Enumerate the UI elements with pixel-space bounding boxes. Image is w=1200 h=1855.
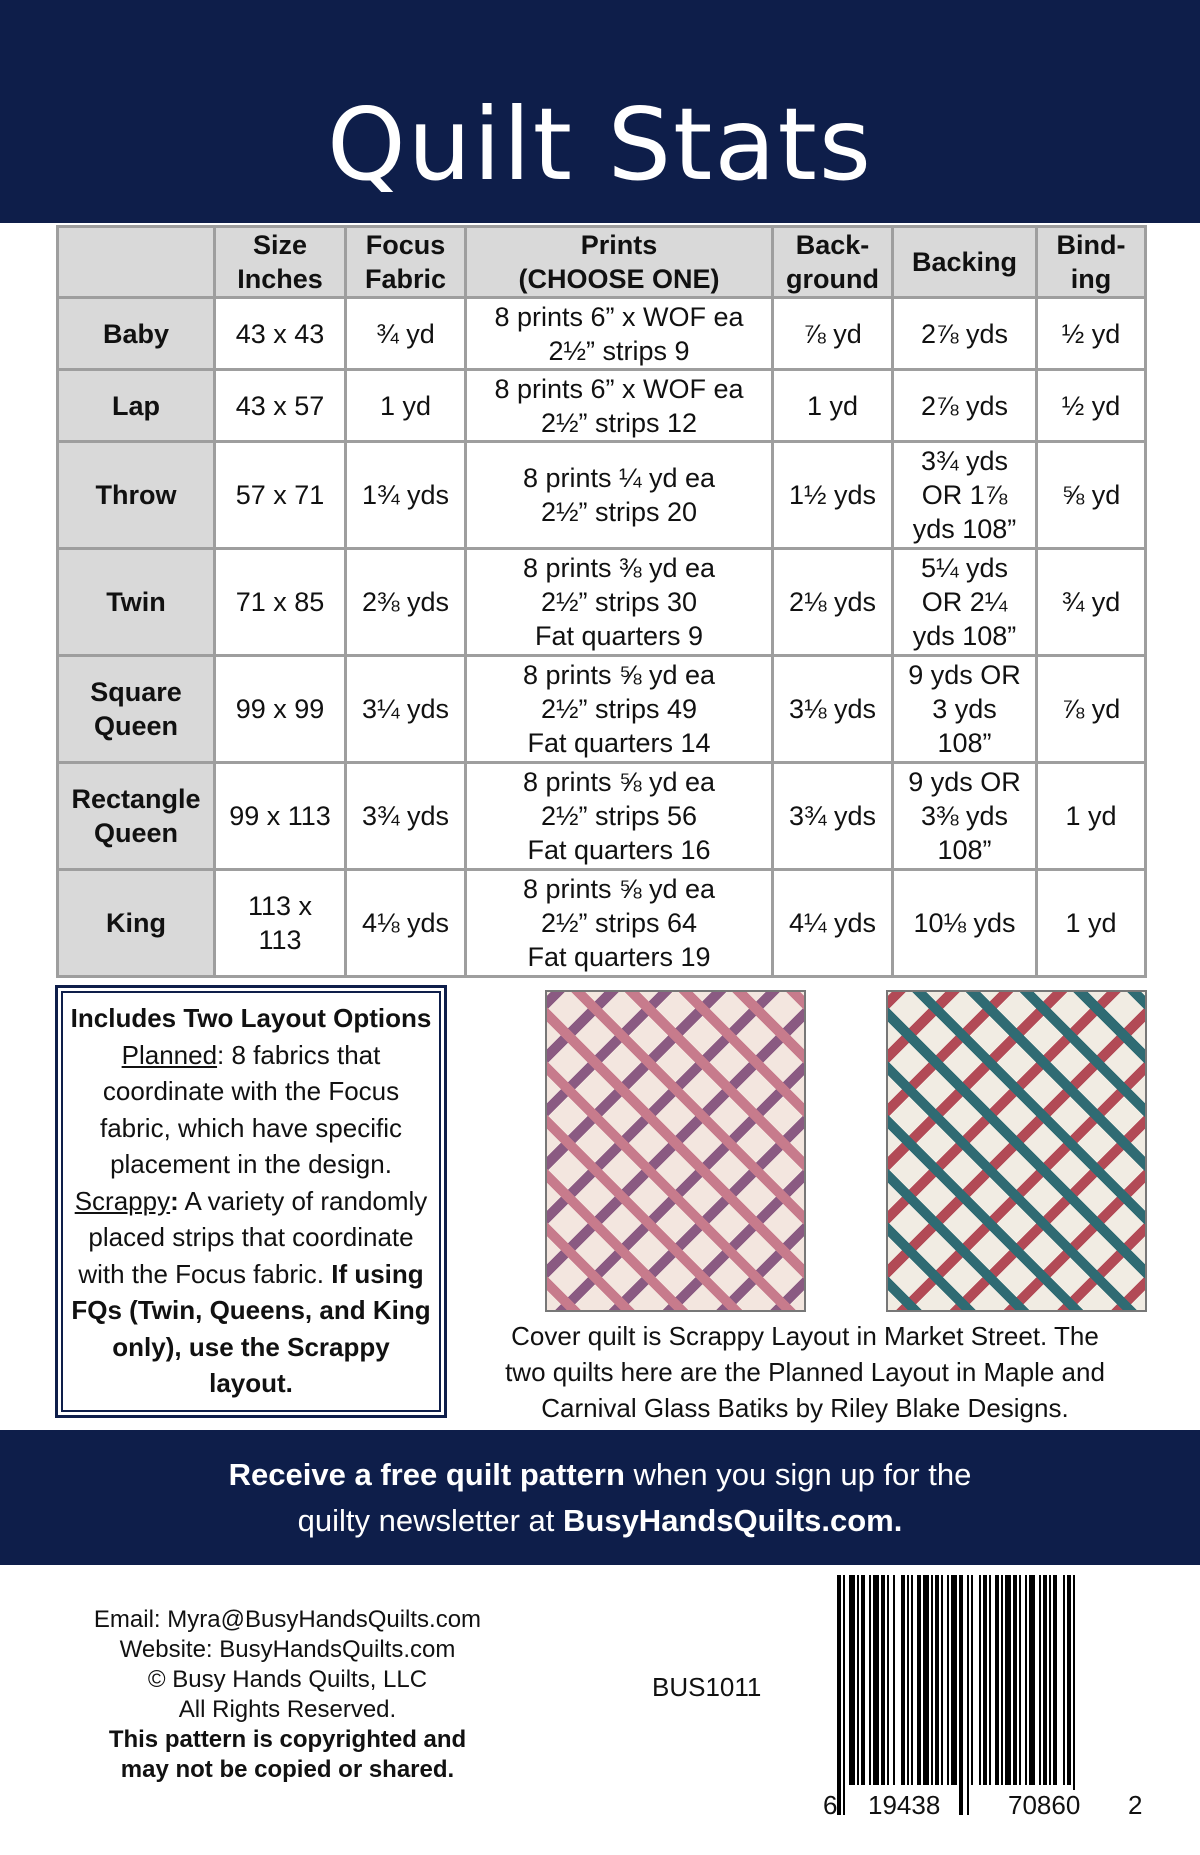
- cell-line: 2½” strips 56: [540, 801, 698, 831]
- cell-size: [215, 370, 346, 442]
- cell-line: 108”: [937, 728, 992, 758]
- cell-prints: [466, 656, 773, 763]
- cell-backing: [893, 370, 1037, 442]
- cell-size: [215, 656, 346, 763]
- cell-backing: [893, 656, 1037, 763]
- cell-backing: [893, 763, 1037, 870]
- barcode-bar: [907, 1575, 909, 1785]
- cell-line: 8 prints ¼ yd ea: [522, 463, 716, 493]
- barcode-bar: [1019, 1575, 1021, 1785]
- cell-line: 2⅞ yds: [920, 318, 1009, 349]
- cell-line: 113: [258, 925, 302, 955]
- barcode-bar: [849, 1575, 855, 1785]
- cell-line: 2½” strips 20: [540, 497, 698, 527]
- cell-binding: ⅝ yd: [1037, 442, 1146, 549]
- cell-focus: ¾ yd: [346, 298, 466, 370]
- cell-size: [215, 298, 346, 370]
- cell-prints: [466, 763, 773, 870]
- header-line: Bind-: [1056, 230, 1126, 260]
- cell-background: 2⅛ yds: [773, 549, 893, 656]
- row-label-line: King: [106, 908, 166, 938]
- barcode-bar: [857, 1575, 859, 1785]
- cell-binding: 1 yd: [1037, 763, 1146, 870]
- page-title: Quilt Stats: [327, 86, 873, 203]
- barcode-bar: [893, 1575, 895, 1785]
- cell-line: 9 yds OR: [908, 660, 1021, 690]
- cell-line: 8 prints ⅜ yd ea: [522, 553, 716, 583]
- cell-prints: [466, 870, 773, 977]
- cell-size: [215, 442, 346, 549]
- cell-line: yds 108”: [912, 621, 1017, 651]
- cell-line: 8 prints ⅝ yd ea: [522, 660, 716, 690]
- cell-line: 8 prints ⅝ yd ea: [522, 767, 716, 797]
- cell-binding: ½ yd: [1037, 298, 1146, 370]
- barcode-bar: [911, 1575, 913, 1785]
- barcode-bar: [1073, 1575, 1075, 1815]
- cell-line: 108”: [937, 835, 992, 865]
- cell-prints: [466, 549, 773, 656]
- barcode-bar: [947, 1575, 949, 1785]
- newsletter-link[interactable]: BusyHandsQuilts.com.: [563, 1503, 903, 1538]
- header-line: (CHOOSE ONE): [518, 264, 720, 294]
- cell-line: Fat quarters 14: [527, 728, 711, 758]
- row-label: [58, 298, 215, 370]
- table-row: [58, 763, 1146, 870]
- quilt-caption: [455, 1318, 1155, 1426]
- barcode-bar: [1001, 1575, 1003, 1785]
- cell-prints: [466, 370, 773, 442]
- banner-text: quilty newsletter at: [297, 1503, 563, 1538]
- barcode-bar: [1013, 1575, 1017, 1785]
- column-header: [466, 227, 773, 298]
- planned-text: : 8 fabrics that coordinate with the Focus fabric, which have specific placement in the design.: [99, 1039, 403, 1179]
- cell-line: 2½” strips 9: [548, 335, 690, 366]
- copyright-text: © Busy Hands Quilts, LLC: [147, 1666, 428, 1693]
- cell-size: [215, 549, 346, 656]
- cell-line: 9 yds OR: [908, 767, 1021, 797]
- barcode-bar: [869, 1575, 871, 1785]
- cell-binding: ¾ yd: [1037, 549, 1146, 656]
- cell-line: 3 yds: [932, 694, 997, 724]
- cell-line: 57 x 71: [235, 480, 325, 510]
- barcode-bar: [901, 1575, 905, 1785]
- header-line: Prints: [580, 230, 658, 260]
- barcode-bar: [1005, 1575, 1011, 1785]
- header-line: Back-: [795, 230, 870, 260]
- barcode-bar: [941, 1575, 943, 1785]
- rights-text: All Rights Reserved.: [178, 1696, 397, 1723]
- cell-line: OR 1⅞: [921, 480, 1008, 510]
- row-label: [58, 763, 215, 870]
- header-line: Inches: [237, 264, 323, 294]
- barcode-bar: [873, 1575, 879, 1785]
- table-row: [58, 656, 1146, 763]
- barcode-bar: [979, 1575, 981, 1785]
- barcode-bar: [983, 1575, 987, 1785]
- cell-focus: 1 yd: [346, 370, 466, 442]
- row-label-line: Square: [90, 677, 182, 707]
- cell-backing: [893, 870, 1037, 977]
- row-label: [58, 549, 215, 656]
- cell-background: 1 yd: [773, 370, 893, 442]
- barcode-bar: [923, 1575, 929, 1785]
- barcode-bar: [971, 1575, 973, 1785]
- cell-background: ⅞ yd: [773, 298, 893, 370]
- table-row: [58, 298, 1146, 370]
- barcode-digit: 6: [823, 1790, 838, 1820]
- barcode-bar: [917, 1575, 921, 1785]
- barcode-bar: [837, 1575, 841, 1815]
- copyright-notice: may not be copied or shared.: [120, 1756, 455, 1783]
- header-line: Backing: [911, 247, 1018, 277]
- row-label: [58, 656, 215, 763]
- row-label: [58, 870, 215, 977]
- email-text[interactable]: Email: Myra@BusyHandsQuilts.com: [93, 1606, 482, 1633]
- cell-line: 3¾ yds: [920, 446, 1009, 476]
- cell-binding: ½ yd: [1037, 370, 1146, 442]
- barcode-icon: [833, 1575, 1143, 1815]
- column-header: [346, 227, 466, 298]
- copyright-notice: This pattern is copyrighted and: [108, 1726, 467, 1753]
- cell-line: 2½” strips 49: [540, 694, 698, 724]
- cell-size: [215, 763, 346, 870]
- cell-line: 8 prints 6” x WOF ea: [494, 373, 744, 404]
- barcode-bar: [1025, 1575, 1027, 1785]
- cell-focus: 3¼ yds: [346, 656, 466, 763]
- carnival-glass-quilt-image: [886, 990, 1147, 1312]
- column-header: [215, 227, 346, 298]
- cell-background: 3¾ yds: [773, 763, 893, 870]
- row-label: [58, 442, 215, 549]
- scrappy-label: Scrappy: [74, 1185, 171, 1216]
- layout-heading: Includes Two Layout Options: [70, 1003, 432, 1033]
- banner-bold-text: Receive a free quilt pattern: [228, 1457, 625, 1492]
- layout-options-box: [55, 985, 447, 1418]
- table-row: [58, 442, 1146, 549]
- cell-backing: [893, 442, 1037, 549]
- header-line: Focus: [365, 230, 446, 260]
- header-line: Size: [252, 230, 308, 260]
- cell-line: 113 x: [247, 891, 313, 921]
- cell-line: Fat quarters 19: [527, 942, 711, 972]
- barcode-bar: [1043, 1575, 1047, 1785]
- cell-binding: 1 yd: [1037, 870, 1146, 977]
- planned-label: Planned: [121, 1039, 218, 1070]
- cell-binding: ⅞ yd: [1037, 656, 1146, 763]
- barcode-bar: [989, 1575, 991, 1785]
- cell-prints: [466, 442, 773, 549]
- cell-line: 99 x 99: [235, 694, 325, 724]
- cell-line: 2½” strips 12: [540, 407, 698, 438]
- cell-line: 8 prints ⅝ yd ea: [522, 874, 716, 904]
- barcode-digits: 19438: [868, 1790, 941, 1820]
- cell-background: 1½ yds: [773, 442, 893, 549]
- barcode-bar: [959, 1575, 963, 1815]
- cell-line: 5¼ yds: [920, 553, 1009, 583]
- barcode-bar: [881, 1575, 885, 1785]
- column-header: [893, 227, 1037, 298]
- title-banner: [0, 0, 1200, 223]
- newsletter-banner: [0, 1430, 1200, 1565]
- pattern-sku: BUS1011: [652, 1672, 762, 1702]
- barcode-bar: [887, 1575, 889, 1785]
- row-label-line: Twin: [106, 587, 166, 617]
- table-header-row: [58, 227, 1146, 298]
- cell-line: OR 2¼: [921, 587, 1008, 617]
- barcode-bar: [967, 1575, 969, 1815]
- header-line: Fabric: [364, 264, 447, 294]
- scrappy-text: A variety of randomly placed strips that coordinate with the Focus fabric.: [78, 1185, 428, 1289]
- row-label-line: Queen: [93, 711, 179, 741]
- cell-focus: 3¾ yds: [346, 763, 466, 870]
- cell-focus: 4⅛ yds: [346, 870, 466, 977]
- cell-line: Fat quarters 16: [527, 835, 711, 865]
- row-label-line: Baby: [102, 318, 170, 349]
- barcode-bar: [931, 1575, 933, 1785]
- cell-line: 10⅛ yds: [913, 908, 1016, 938]
- barcode-bar: [951, 1575, 957, 1785]
- barcode-bar: [1063, 1575, 1065, 1785]
- cell-line: 43 x 43: [235, 318, 325, 349]
- caption-line: Cover quilt is Scrappy Layout in Market Street. The: [511, 1321, 1099, 1351]
- cell-line: 99 x 113: [229, 801, 331, 831]
- cell-line: 43 x 57: [235, 390, 325, 421]
- cell-backing: [893, 298, 1037, 370]
- column-header: [58, 227, 215, 298]
- barcode-bar: [1029, 1575, 1035, 1785]
- cell-line: yds 108”: [912, 514, 1017, 544]
- row-label-line: Lap: [111, 390, 160, 421]
- table-row: [58, 370, 1146, 442]
- header-line: ground: [786, 264, 879, 294]
- caption-line: two quilts here are the Planned Layout in Maple and: [505, 1357, 1105, 1387]
- caption-line: Carnival Glass Batiks by Riley Blake Designs.: [541, 1393, 1069, 1423]
- cell-backing: [893, 549, 1037, 656]
- cell-line: Fat quarters 9: [534, 621, 704, 651]
- cell-line: 71 x 85: [235, 587, 325, 617]
- cell-size: [215, 870, 346, 977]
- maple-quilt-image: [545, 990, 806, 1312]
- website-text[interactable]: Website: BusyHandsQuilts.com: [119, 1636, 456, 1663]
- contact-info: [60, 1605, 515, 1785]
- row-label-line: Queen: [93, 818, 179, 848]
- cell-line: 2⅞ yds: [920, 390, 1009, 421]
- row-label-line: Throw: [95, 480, 177, 510]
- cell-line: 2½” strips 30: [540, 587, 698, 617]
- scrappy-colon: :: [170, 1185, 179, 1216]
- cell-prints: [466, 298, 773, 370]
- fq-note: If using FQs (Twin, Queens, and King only), use the Scrappy layout.: [71, 1258, 431, 1398]
- barcode-digits: 70860: [1008, 1790, 1081, 1820]
- cell-background: 4¼ yds: [773, 870, 893, 977]
- barcode-bar: [1049, 1575, 1051, 1785]
- barcode-bar: [995, 1575, 999, 1785]
- cell-background: 3⅛ yds: [773, 656, 893, 763]
- cell-line: 8 prints 6” x WOF ea: [494, 301, 744, 332]
- barcode-bar: [935, 1575, 939, 1785]
- barcode-bar: [1039, 1575, 1041, 1785]
- cell-line: 3⅜ yds: [920, 801, 1009, 831]
- column-header: [1037, 227, 1146, 298]
- table-row: [58, 549, 1146, 656]
- quilt-stats-table: [56, 225, 1147, 978]
- barcode-bar: [861, 1575, 865, 1785]
- banner-text: when you sign up for the: [624, 1457, 972, 1492]
- header-line: ing: [1070, 264, 1112, 294]
- barcode-digit: 2: [1128, 1790, 1143, 1820]
- cell-focus: 2⅜ yds: [346, 549, 466, 656]
- barcode-bar: [1067, 1575, 1071, 1785]
- row-label: [58, 370, 215, 442]
- row-label-line: Rectangle: [71, 784, 201, 814]
- column-header: [773, 227, 893, 298]
- cell-line: 2½” strips 64: [540, 908, 698, 938]
- barcode-bar: [1053, 1575, 1057, 1785]
- table-row: [58, 870, 1146, 977]
- cell-focus: 1¾ yds: [346, 442, 466, 549]
- barcode-bar: [843, 1575, 845, 1815]
